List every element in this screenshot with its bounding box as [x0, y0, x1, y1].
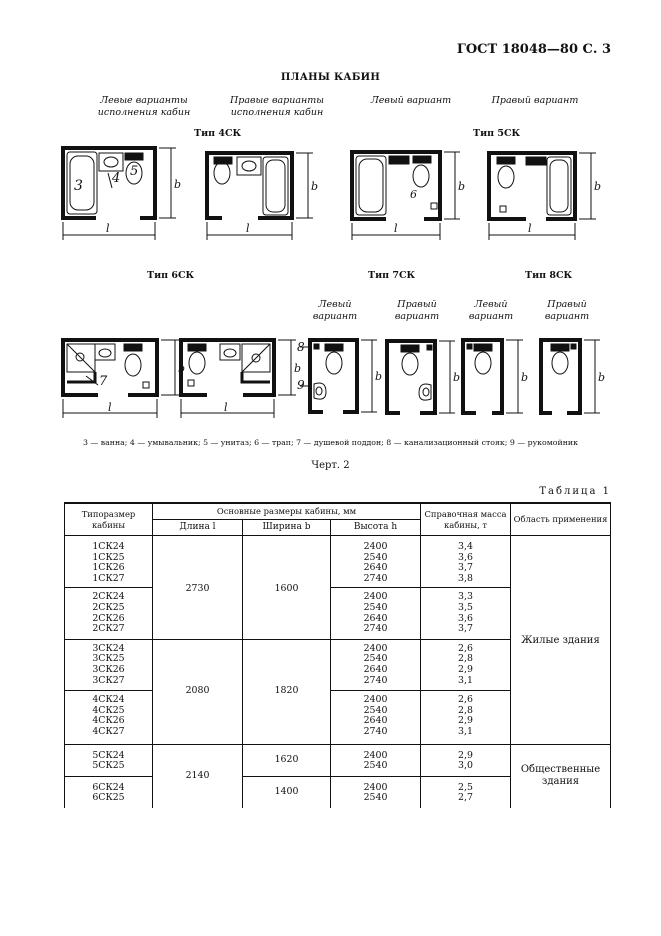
dim-l-5sk-left: l: [394, 222, 398, 235]
header-height: Высота h: [331, 520, 421, 536]
plan-6sk-right: [181, 340, 296, 418]
dim-b-8sk-left: b: [521, 371, 529, 384]
header-length: Длина l: [153, 520, 243, 536]
dim-b-7sk-left: b: [375, 370, 383, 383]
plan-7sk-right: [387, 341, 455, 413]
mass-cell-group-2: 3,3 3,5 3,6 3,7: [421, 588, 511, 639]
dim-l-5sk-right: l: [528, 222, 532, 235]
variant-label-8sk-left: Левый вариант: [468, 299, 514, 322]
size-cell-group-2: 2СК24 2СК25 2СК26 2СК27: [65, 588, 153, 639]
variant-label-7sk-left: Левый вариант: [312, 299, 358, 322]
height-cell-group-5: 2400 2540: [331, 744, 421, 776]
type-label-6sk: Тип 6СК: [147, 270, 195, 281]
dim-b-8sk-right: b: [598, 371, 606, 384]
dim-b-4sk-left: b: [174, 178, 182, 191]
variant-label-left-variants: Левые варианты исполнения кабин: [97, 95, 191, 118]
dim-b-6sk-left: b: [178, 362, 186, 375]
mark-3: 3: [74, 178, 83, 194]
mass-cell-group-4: 2,6 2,8 2,9 3,1: [421, 691, 511, 744]
dim-l-6sk-right: l: [224, 401, 228, 414]
header-area: Область применения: [511, 503, 611, 536]
mark-5: 5: [130, 164, 139, 179]
plan-8sk-left: [463, 340, 523, 413]
type-label-7sk: Тип 7СК: [368, 270, 416, 281]
area-residential: Жилые здания: [511, 536, 611, 745]
figure-caption: Черт. 2: [311, 460, 350, 471]
mark-4: 4: [112, 171, 121, 186]
length-3-4: 2080: [153, 639, 243, 744]
page-header: ГОСТ 18048—80 С. 3: [456, 42, 611, 57]
height-cell-group-2: 2400 2540 2640 2740: [331, 588, 421, 639]
plan-6sk-left: [63, 340, 180, 418]
type-label-5sk: Тип 5СК: [473, 128, 521, 139]
width-3-4: 1820: [243, 639, 331, 744]
dim-l-4sk-right: l: [246, 222, 250, 235]
plan-8sk-right: [541, 340, 600, 413]
plan-5sk-left: [352, 152, 460, 240]
mark-9: 9: [297, 378, 305, 392]
size-cell-group-1: 1СК24 1СК25 1СК26 1СК27: [65, 536, 153, 588]
type-label-4sk: Тип 4СК: [194, 128, 242, 139]
height-cell-group-6: 2400 2540: [331, 776, 421, 808]
width-6: 1400: [243, 776, 331, 808]
size-cell-group-3: 3СК24 3СК25 3СК26 3СК27: [65, 639, 153, 690]
area-public: Общественные здания: [511, 744, 611, 808]
mass-cell-group-5: 2,9 3,0: [421, 744, 511, 776]
cabin-sizes-table: [64, 502, 611, 808]
figure-legend: 3 — ванна; 4 — умывальник; 5 — унитаз; 6 — трап; 7 — душевой поддон; 8 — канализационный стояк; 9 — рукомойник: [83, 438, 578, 447]
mass-cell-group-1: 3,4 3,6 3,7 3,8: [421, 536, 511, 588]
height-cell-group-1: 2400 2540 2640 2740: [331, 536, 421, 588]
plan-7sk-left: [300, 340, 377, 412]
dim-b-5sk-left: b: [458, 180, 466, 193]
dim-b-4sk-right: b: [311, 180, 319, 193]
variant-label-7sk-right: Правый вариант: [394, 299, 440, 322]
header-size: Типоразмер кабины: [65, 503, 153, 536]
length-5-6: 2140: [153, 744, 243, 808]
dim-b-5sk-right: b: [594, 180, 602, 193]
height-cell-group-3: 2400 2540 2640 2740: [331, 639, 421, 690]
header-dimensions: Основные размеры кабины, мм: [153, 503, 421, 520]
header-width: Ширина b: [243, 520, 331, 536]
width-1-2: 1600: [243, 536, 331, 640]
variant-label-8sk-right: Правый вариант: [544, 299, 590, 322]
size-cell-group-6: 6СК24 6СК25: [65, 776, 153, 808]
dim-l-4sk-left: l: [106, 222, 110, 235]
dim-l-6sk-left: l: [108, 401, 112, 414]
variant-label-right-variants: Правые варианты исполнения кабин: [230, 95, 324, 118]
dim-b-7sk-right: b: [453, 371, 461, 384]
table-caption: Таблица 1: [539, 486, 611, 497]
variant-label-right: Правый вариант: [491, 95, 579, 106]
dim-b-6sk-right: b: [294, 362, 302, 375]
mass-cell-group-6: 2,5 2,7: [421, 776, 511, 808]
size-cell-group-4: 4СК24 4СК25 4СК26 4СК27: [65, 691, 153, 744]
mark-8: 8: [297, 340, 305, 354]
height-cell-group-4: 2400 2540 2640 2740: [331, 691, 421, 744]
plan-4sk-left: [63, 148, 176, 240]
length-1-2: 2730: [153, 536, 243, 640]
plan-5sk-right: [489, 153, 596, 240]
header-mass: Справочная масса кабины, т: [421, 503, 511, 536]
mark-6: 6: [410, 188, 417, 201]
mark-7: 7: [99, 374, 108, 389]
section-title: ПЛАНЫ КАБИН: [280, 72, 381, 83]
variant-label-left: Левый вариант: [370, 95, 452, 106]
mass-cell-group-3: 2,6 2,8 2,9 3,1: [421, 639, 511, 690]
width-5: 1620: [243, 744, 331, 776]
size-cell-group-5: 5СК24 5СК25: [65, 744, 153, 776]
plan-4sk-right: [207, 153, 313, 240]
type-label-8sk: Тип 8СК: [525, 270, 573, 281]
